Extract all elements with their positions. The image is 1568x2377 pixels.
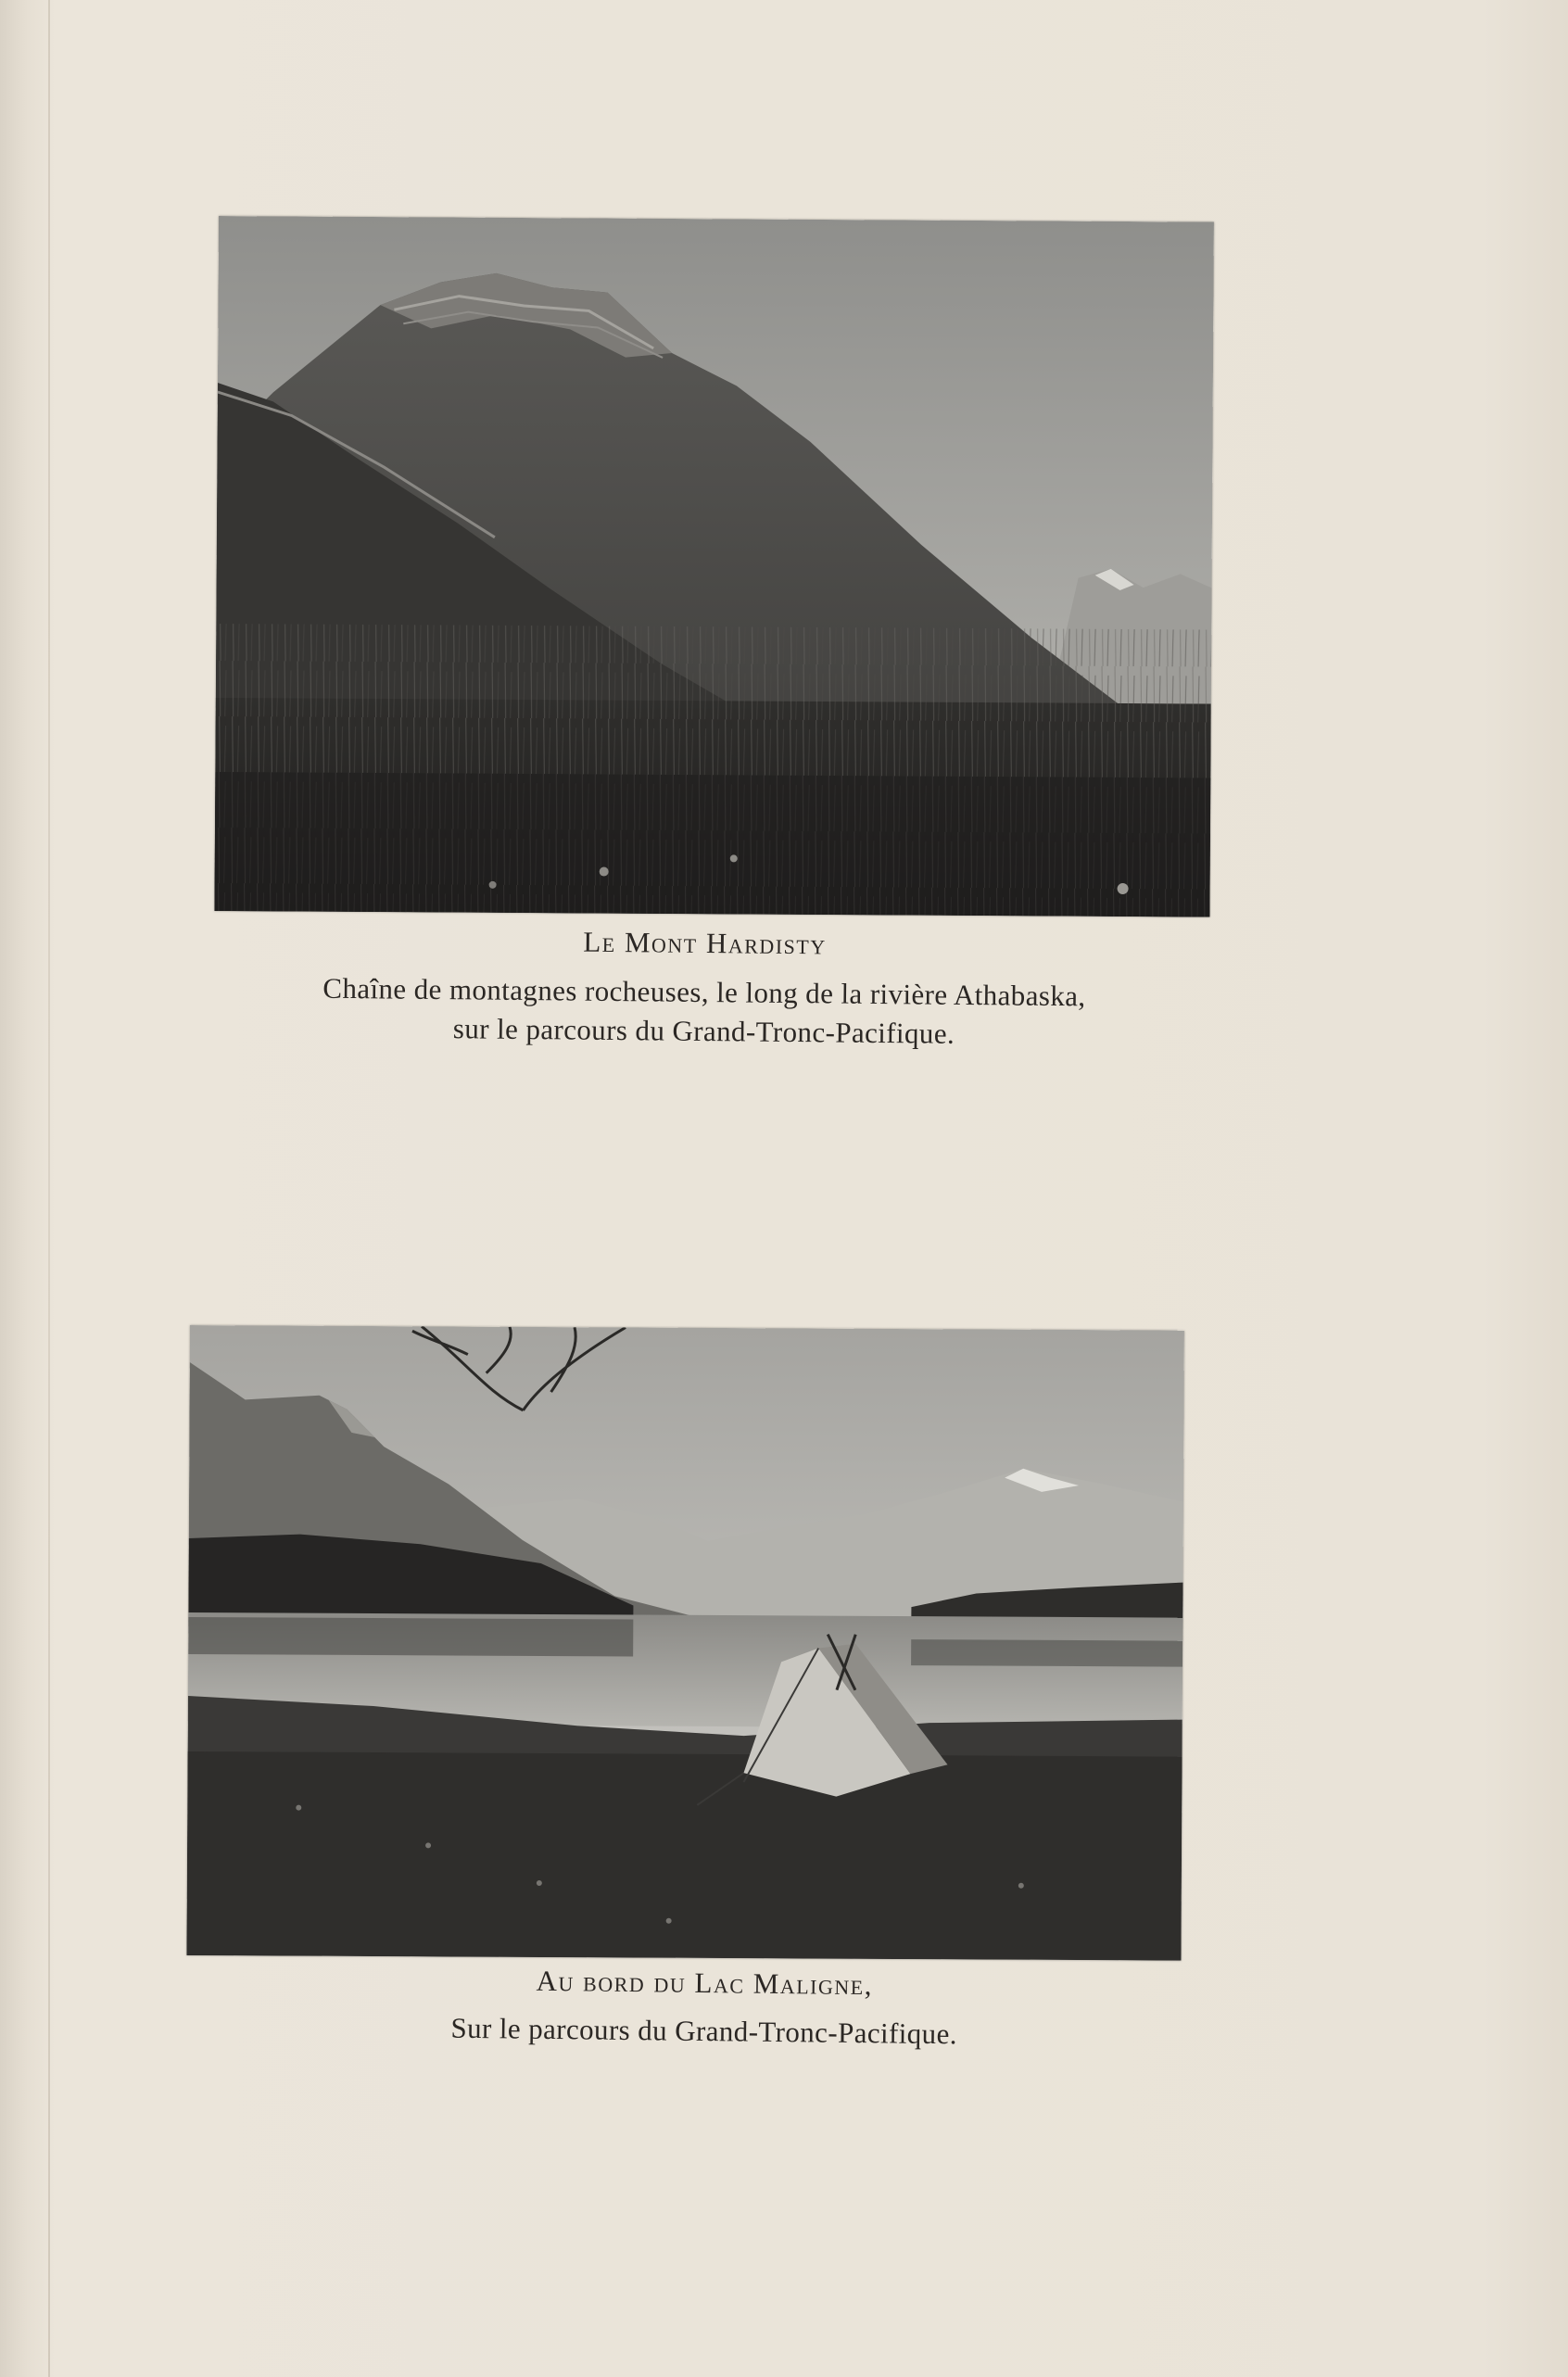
caption-line: Chaîne de montagnes rocheuses, le long de la rivière Athabaska, xyxy=(322,971,1086,1013)
lake-photo xyxy=(186,1325,1184,1961)
caption-title: Au bord du Lac Maligne, xyxy=(536,1964,874,2002)
page-edge xyxy=(48,0,50,2377)
caption-line: Sur le parcours du Grand-Tronc-Pacifique. xyxy=(450,2011,958,2051)
mountain-photo xyxy=(214,216,1214,917)
hardisty-caption xyxy=(184,921,1223,1056)
caption-title: Le Mont Hardisty xyxy=(583,925,827,961)
maligne-caption xyxy=(249,1961,1158,2054)
caption-line: sur le parcours du Grand-Tronc-Pacifique. xyxy=(452,1012,955,1050)
